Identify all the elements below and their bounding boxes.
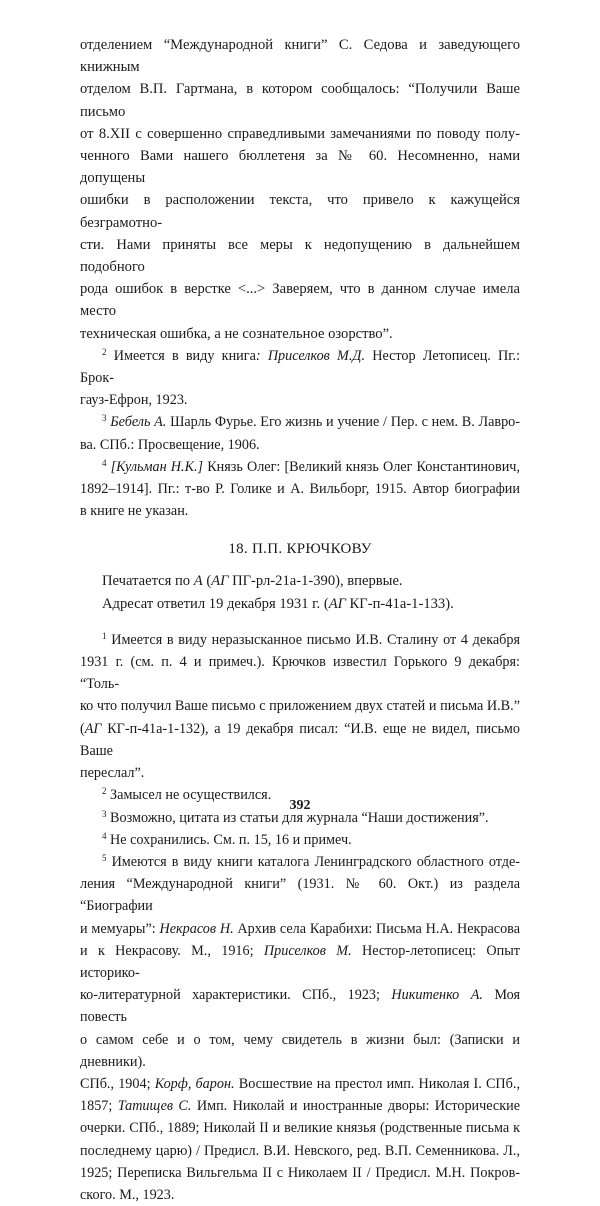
footnote-4-prev: $^4$ [Кульман Н.К.] Князь Олег: [Великий князь Олег Константинович,: [102, 457, 520, 475]
footnote-1-cont: (АГ КГ-п-41а-1-132), а 19 декабря писал: “И.В. еще не видел, письмо Ваше: [80, 720, 520, 759]
footnote-4: $^4$ Не сохранились. См. п. 15, 16 и примеч.: [102, 830, 352, 848]
text-line: отделением “Международной книги” С. Седова и заведующего книжным: [80, 37, 520, 76]
text-line: от 8.XII с совершенно справедливыми замечаниями по поводу полу-: [80, 125, 520, 142]
footnote-3-prev: $^3$ Бебель А. Шарль Фурье. Его жизнь и учение / Пер. с нем. В. Лавро-: [102, 413, 520, 431]
footnote-5-cont: СПб., 1904; Корф, барон. Восшествие на престол имп. Николая I. СПб.,: [80, 1075, 520, 1092]
text-line: отделом В.П. Гартмана, в котором сообщалось: “Получили Ваше письмо: [80, 81, 520, 120]
footnote-5: $^5$ Имеются в виду книги каталога Ленинградского областного отде-: [102, 852, 520, 870]
footnote-5-cont: и к Некрасову. М., 1916; Приселков М. Нестор-летописец: Опыт историко-: [80, 942, 520, 981]
text-line: ошибки в расположении текста, что привело к кажущейся безграмотно-: [80, 192, 520, 231]
footnote-1-cont: 1931 г. (см. п. 4 и примеч.). Крючков известил Горького 9 декабря: “Толь-: [80, 654, 520, 693]
continuation-paragraph: [80, 34, 520, 345]
footnote-2: $^2$ Замысел не осуществился.: [102, 786, 272, 804]
text-line: рода ошибок в верстке <...> Заверяем, что в данном случае имела место: [80, 281, 520, 320]
footnote-4-prev-cont: 1892–1914]. Пг.: т-во Р. Голике и А. Вильборг, 1915. Автор биографии: [80, 481, 520, 498]
footnote-5-cont: и мемуары”: Некрасов Н. Архив села Карабихи: Письма Н.А. Некрасова: [80, 920, 520, 937]
footnote-4-prev-cont: в книге не указан.: [80, 503, 189, 520]
page-number: 392: [289, 798, 311, 813]
text-line: ченного Вами нашего бюллетеня за № 60. Несомненно, нами допущены: [80, 148, 520, 187]
text-line: техническая ошибка, а не сознательное озорство”.: [80, 325, 393, 342]
footnote-5-cont: ко-литературной характеристики. СПб., 1923; Никитенко А. Моя повесть: [80, 987, 520, 1026]
footnote-5-cont: ского. М., 1923.: [80, 1186, 175, 1203]
reply-line: Адресат ответил 19 декабря 1931 г. (АГ КГ-п-41а-1-133).: [102, 595, 454, 612]
footnote-3: $^3$ Возможно, цитата из статьи для журнала “Наши достижения”.: [102, 808, 489, 826]
footnote-5-cont: 1925; Переписка Вильгельма II с Николаем II / Предисл. М.Н. Покров-: [80, 1164, 520, 1181]
text-line: сти. Нами приняты все меры к недопущению в дальнейшем подобного: [80, 236, 520, 276]
footnote-1-cont: ко что получил Ваше письмо с приложением двух статей и письма И.В.”: [80, 698, 520, 715]
footnote-5-cont: ления “Международной книги” (1931. № 60. Окт.) из раздела “Биографии: [80, 876, 520, 915]
source-line: Печатается по А (АГ ПГ-рл-21а-1-390), впервые.: [102, 573, 403, 590]
page-body: [80, 34, 520, 1206]
footnote-5-cont: 1857; Татищев С. Имп. Николай и иностранные дворы: Исторические: [80, 1098, 521, 1115]
section-title: 18. П.П. КРЮЧКОВУ: [228, 541, 372, 558]
footnote-5-cont: о самом себе и о том, чему свидетель в жизни был: (Записки и дневники).: [80, 1031, 520, 1070]
footnote-2-prev: $^2$ Имеется в виду книга: Приселков М.Д. Нестор Летописец. Пг.: Брок-: [80, 346, 521, 387]
footnotes: [80, 629, 520, 1206]
footnote-2-prev-cont: гауз-Ефрон, 1923.: [80, 392, 188, 409]
footnote-3-prev-cont: ва. СПб.: Просвещение, 1906.: [80, 436, 260, 453]
previous-notes: [80, 345, 520, 523]
footnote-1-cont: переслал”.: [80, 765, 145, 782]
footnote-5-cont: очерки. СПб., 1889; Николай II и великие князья (родственные письма к: [80, 1120, 520, 1137]
footnote-5-cont: последнему царю) / Предисл. В.И. Невского, ред. В.П. Семенникова. Л.,: [80, 1142, 520, 1159]
footnote-1: $^1$ Имеется в виду неразысканное письмо И.В. Сталину от 4 декабря: [102, 630, 521, 648]
